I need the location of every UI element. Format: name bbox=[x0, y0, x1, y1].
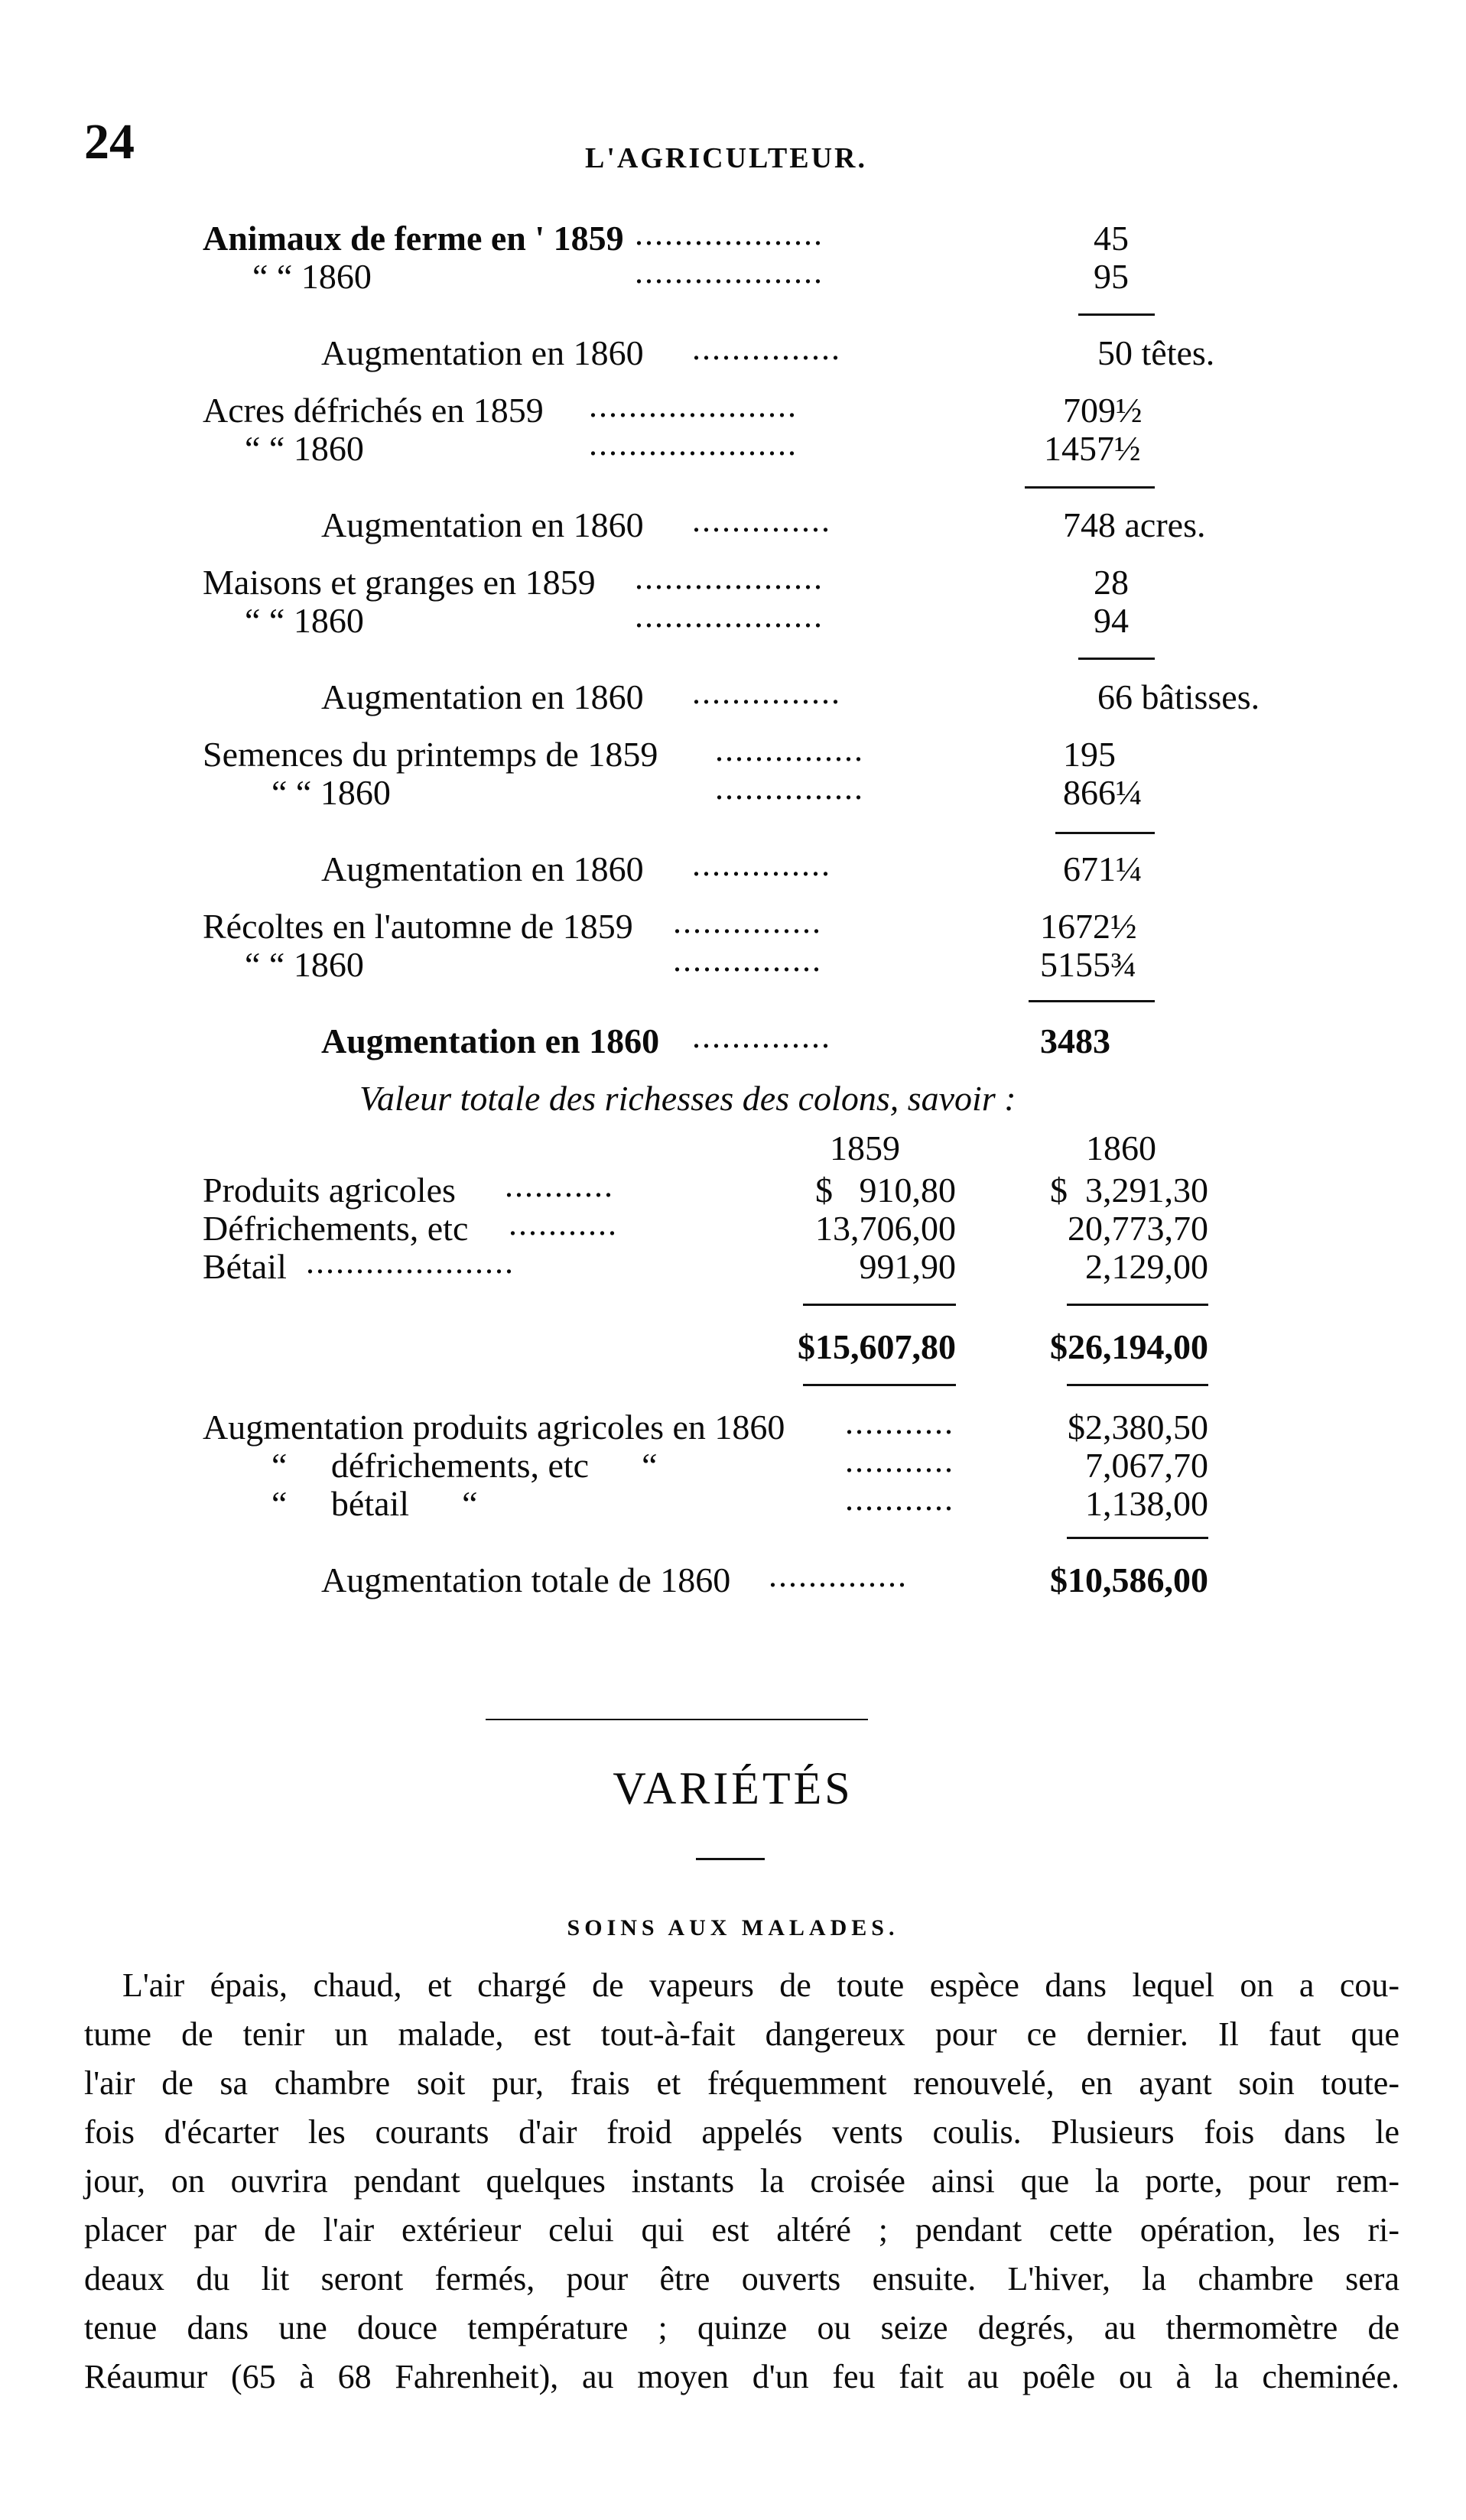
wealth-total-1860: $26,194,00 bbox=[1050, 1327, 1208, 1366]
stat-total-value: 50 têtes. bbox=[1097, 333, 1215, 372]
stat-line-1859-value: 1672½ bbox=[1040, 907, 1137, 946]
sum-rule bbox=[1078, 313, 1155, 316]
stat-line-1860-value: 1457½ bbox=[1044, 429, 1141, 468]
leader-dots: ................... bbox=[635, 597, 824, 635]
leader-dots: ............... bbox=[692, 674, 841, 711]
sum-rule bbox=[803, 1384, 956, 1386]
increase-row-value: 1,138,00 bbox=[1085, 1484, 1208, 1523]
wealth-total-1859: $15,607,80 bbox=[798, 1327, 956, 1366]
section-title: VARIÉTÉS bbox=[613, 1763, 853, 1814]
article-subtitle: SOINS AUX MALADES. bbox=[567, 1915, 899, 1940]
stat-line-1859-value: 709½ bbox=[1063, 391, 1143, 430]
increase-total-value: $10,586,00 bbox=[1050, 1560, 1208, 1599]
stat-line-1859-value: 195 bbox=[1063, 735, 1116, 774]
stat-line-1859-value: 28 bbox=[1094, 563, 1129, 602]
column-year-1860: 1860 bbox=[1086, 1128, 1156, 1167]
leader-dots: ........... bbox=[845, 1404, 954, 1441]
stat-total-label: Augmentation en 1860 bbox=[321, 849, 644, 888]
stat-total-label: Augmentation en 1860 bbox=[321, 505, 644, 544]
sum-rule bbox=[1067, 1384, 1208, 1386]
leader-dots: .............. bbox=[769, 1557, 908, 1594]
stat-total-label: Augmentation en 1860 bbox=[321, 333, 644, 372]
wealth-row-label: Bétail bbox=[203, 1247, 287, 1286]
leader-dots: ............... bbox=[673, 903, 822, 940]
paragraph-line: jour, on ouvrira pendant quelques instants la croisée ainsi que la porte, pour rem- bbox=[84, 2162, 1399, 2200]
increase-row-value: 7,067,70 bbox=[1085, 1446, 1208, 1485]
paragraph-line: tenue dans une douce température ; quinze ou seize degrés, au thermomètre de bbox=[84, 2309, 1399, 2346]
stat-line-1860-label: “ “ 1860 bbox=[271, 773, 391, 812]
page-number: 24 bbox=[84, 114, 135, 170]
sum-rule bbox=[1067, 1304, 1208, 1306]
increase-total-label: Augmentation totale de 1860 bbox=[321, 1560, 731, 1599]
wealth-row-1859: 991,90 bbox=[859, 1247, 956, 1286]
article-paragraph bbox=[84, 1961, 1399, 2401]
leader-dots: ................... bbox=[635, 253, 824, 291]
stat-line-1860-value: 866¼ bbox=[1063, 773, 1143, 812]
wealth-row-label: Produits agricoles bbox=[203, 1171, 456, 1210]
stat-line-1860-label: “ “ 1860 bbox=[245, 601, 364, 640]
sum-rule bbox=[1067, 1537, 1208, 1539]
stat-line-1859-label: Semences du printemps de 1859 bbox=[203, 735, 658, 774]
leader-dots: ............... bbox=[715, 769, 864, 807]
stat-line-1859-value: 45 bbox=[1094, 219, 1129, 258]
leader-dots: ..................... bbox=[589, 387, 798, 424]
sum-rule bbox=[1055, 832, 1155, 834]
paragraph-line: l'air de sa chambre soit pur, frais et fréquemment renouvelé, en ayant soin toute- bbox=[84, 2064, 1399, 2102]
stat-line-1860-label: “ “ 1860 bbox=[245, 429, 364, 468]
wealth-row-1859: $ 910,80 bbox=[815, 1171, 956, 1210]
wealth-row-1860: $ 3,291,30 bbox=[1050, 1171, 1208, 1210]
stat-line-1859-label: Animaux de ferme en ' 1859 bbox=[203, 219, 624, 258]
leader-dots: ........... bbox=[509, 1205, 618, 1242]
leader-dots: .............. bbox=[692, 846, 831, 883]
wealth-row-1859: 13,706,00 bbox=[815, 1209, 956, 1248]
wealth-row-1860: 20,773,70 bbox=[1068, 1209, 1208, 1248]
sum-rule bbox=[1078, 658, 1155, 660]
increase-row-label: “ défrichements, etc “ bbox=[271, 1446, 658, 1485]
paragraph-line: tume de tenir un malade, est tout-à-fait dangereux pour ce dernier. Il faut que bbox=[84, 2015, 1399, 2053]
wealth-caption: Valeur totale des richesses des colons, savoir : bbox=[359, 1079, 1016, 1118]
sum-rule bbox=[1025, 486, 1155, 489]
leader-dots: ............... bbox=[715, 731, 864, 768]
paragraph-line: fois d'écarter les courants d'air froid appelés vents coulis. Plusieurs fois dans le bbox=[84, 2113, 1399, 2151]
stat-line-1860-label: “ “ 1860 bbox=[252, 257, 372, 296]
column-year-1859: 1859 bbox=[830, 1128, 900, 1167]
increase-row-label: “ bétail “ bbox=[271, 1484, 478, 1523]
stat-total-value: 748 acres. bbox=[1063, 505, 1206, 544]
stat-line-1860-value: 94 bbox=[1094, 601, 1129, 640]
increase-row-label: Augmentation produits agricoles en 1860 bbox=[203, 1408, 785, 1447]
leader-dots: ................... bbox=[635, 559, 824, 596]
stat-line-1860-value: 95 bbox=[1094, 257, 1129, 296]
leader-dots: ........... bbox=[845, 1480, 954, 1518]
leader-dots: ..................... bbox=[306, 1243, 515, 1281]
stat-line-1859-label: Acres défrichés en 1859 bbox=[203, 391, 544, 430]
leader-dots: ................... bbox=[635, 215, 824, 252]
paragraph-line: placer par de l'air extérieur celui qui est altéré ; pendant cette opération, les ri- bbox=[84, 2211, 1399, 2249]
paragraph-line: deaux du lit seront fermés, pour être ouverts ensuite. L'hiver, la chambre sera bbox=[84, 2260, 1399, 2298]
stat-total-value: 671¼ bbox=[1063, 849, 1143, 888]
leader-dots: ............... bbox=[692, 330, 841, 367]
section-divider bbox=[486, 1719, 868, 1720]
paragraph-line: Réaumur (65 à 68 Fahrenheit), au moyen d'un feu fait au poêle ou à la cheminée. bbox=[84, 2358, 1399, 2395]
stat-line-1860-value: 5155¾ bbox=[1040, 945, 1137, 984]
leader-dots: ............... bbox=[673, 941, 822, 979]
stat-total-label: Augmentation en 1860 bbox=[321, 1021, 660, 1060]
sum-rule bbox=[803, 1304, 956, 1306]
stat-total-label: Augmentation en 1860 bbox=[321, 677, 644, 716]
sum-rule bbox=[1029, 1000, 1155, 1002]
leader-dots: ........... bbox=[845, 1442, 954, 1479]
wealth-row-label: Défrichements, etc bbox=[203, 1209, 469, 1248]
paragraph-line: L'air épais, chaud, et chargé de vapeurs de toute espèce dans lequel on a cou- bbox=[122, 1966, 1399, 2004]
leader-dots: .............. bbox=[692, 502, 831, 539]
stat-line-1859-label: Récoltes en l'automne de 1859 bbox=[203, 907, 633, 946]
stat-total-value: 3483 bbox=[1040, 1021, 1110, 1060]
wealth-row-1860: 2,129,00 bbox=[1085, 1247, 1208, 1286]
increase-row-value: $2,380,50 bbox=[1068, 1408, 1208, 1447]
leader-dots: .............. bbox=[692, 1018, 831, 1055]
title-underline bbox=[696, 1858, 765, 1860]
leader-dots: ........... bbox=[505, 1167, 614, 1204]
running-title: L'AGRICULTEUR. bbox=[585, 142, 867, 174]
stat-line-1860-label: “ “ 1860 bbox=[245, 945, 364, 984]
stat-total-value: 66 bâtisses. bbox=[1097, 677, 1260, 716]
leader-dots: ..................... bbox=[589, 425, 798, 463]
stat-line-1859-label: Maisons et granges en 1859 bbox=[203, 563, 596, 602]
